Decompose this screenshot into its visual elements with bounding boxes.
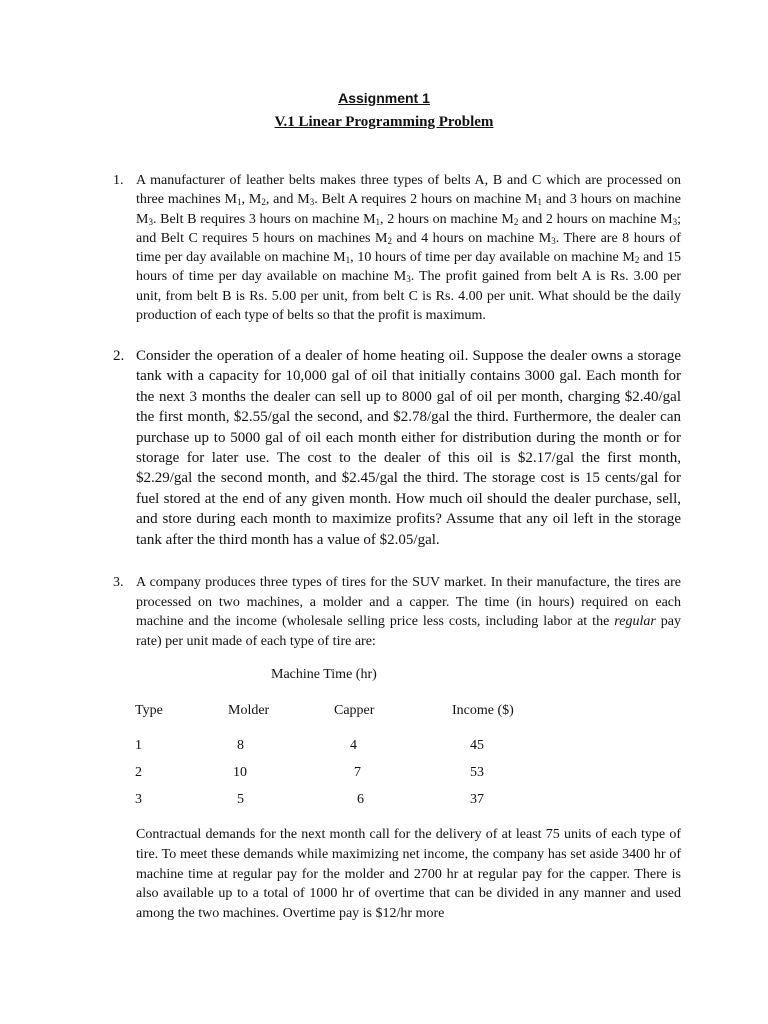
table-header-molder: Molder — [228, 703, 270, 718]
assignment-heading: Assignment 1 — [338, 90, 430, 106]
document-title: V.1 Linear Programming Problem — [274, 114, 494, 130]
table-cell: 2 — [135, 765, 142, 780]
problem-text: A company produces three types of tires for the SUV market. In their manufacture, the tires are processed on two machines, a molder and a capper. The time (in hours) required on each machine and the income (wholesale selling price less costs, including labor at the regular pay rate) per unit made of each type of tire are: — [136, 575, 681, 650]
problem-3 — [113, 573, 681, 652]
table-cell: 45 — [470, 738, 484, 753]
table-cell: 4 — [350, 738, 357, 753]
problem-number: 2. — [113, 348, 125, 364]
table-cell: 37 — [470, 792, 484, 807]
table-header-capper: Capper — [334, 703, 375, 718]
problem-number: 3. — [113, 575, 124, 590]
table-cell: 5 — [237, 792, 244, 807]
problem-1 — [113, 171, 681, 325]
table-cell: 3 — [135, 792, 142, 807]
problem-text: A manufacturer of leather belts makes three types of belts A, B and C which are processed on three machines $M_1$, $M_2$, and $M_3$. Belt A requires 2 hours on machine $M_1$ and 3 hours on machine $M_3$. Belt B requires 3 hours on machine $M_1$, 2 hours on machine $M_2$ and 2 hours on machine $M_3$; and Belt C requires 5 hours on machines $M_2$ and 4 hours on machine $M_3$. There are 8 hours of time per day available on machine $M_1$, 10 hours of time per day available on machine $M_2$ and 15 hours of time per day available on machine $M_3$. The profit gained from belt A is Rs. 3.00 per unit, from belt B is Rs. 5.00 per unit, from belt C is Rs. 4.00 per unit. What should be the daily production of each type of belts so that the profit is maximum. — [136, 173, 682, 324]
table-header-type: Type — [135, 703, 163, 718]
table-cell: 10 — [233, 765, 247, 780]
problem-2 — [113, 346, 681, 550]
table-cell: 53 — [470, 765, 484, 780]
problem-number: 1. — [113, 173, 124, 188]
problem-text: Consider the operation of a dealer of home heating oil. Suppose the dealer owns a storage tank with a capacity for 10,000 gal of oil that initially contains 3000 gal. Each month for the next 3 months the dealer can sell up to 8000 gal of oil per month, charging $2.40/gal the first month, $2.55/gal the second, and $2.78/gal the third. Furthermore, the dealer can purchase up to 5000 gal of oil each month either for distribution during the month or for storage for later use. The cost to the dealer of this oil is $2.17/gal the first month, $2.29/gal the second month, and $2.45/gal the third. The storage cost is 15 cents/gal for fuel stored at the end of any given month. How much oil should the dealer purchase, sell, and store during each month to maximize profits? Assume that any oil left in the storage tank after the third month has a value of $2.05/gal. — [136, 348, 681, 548]
table-cell: 8 — [237, 738, 244, 753]
problem-3-continuation: Contractual demands for the next month call for the delivery of at least 75 units of each type of tire. To meet these demands while maximizing net income, the company has set aside 3400 hr of machine time at regular pay for the molder and 2700 hr at regular pay for the capper. There is also available up to a total of 1000 hr of overtime that can be divided in any manner and used among the two machines. Overtime pay is $12/hr more — [136, 827, 681, 922]
table-cell: 7 — [354, 765, 361, 780]
table-header-income: Income ($) — [452, 703, 514, 718]
table-cell: 1 — [135, 738, 142, 753]
table-caption: Machine Time (hr) — [271, 667, 377, 682]
table-cell: 6 — [357, 792, 364, 807]
